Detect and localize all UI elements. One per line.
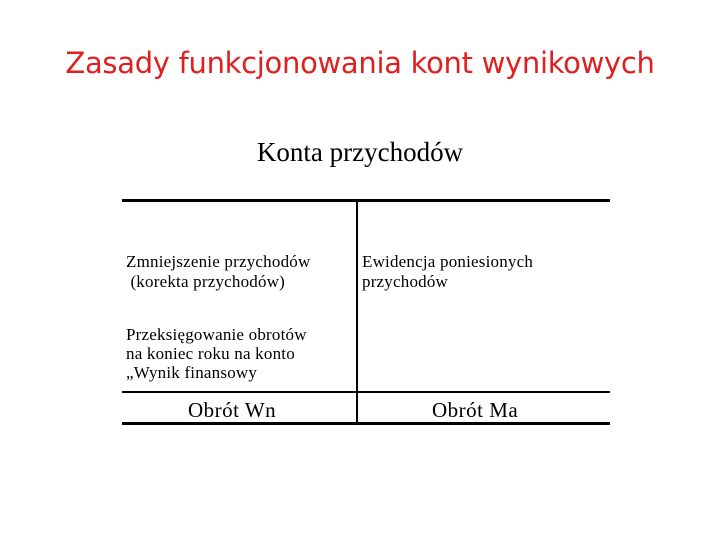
debit-entry-line: na koniec roku na konto xyxy=(126,344,295,363)
debit-entry-transfer-to-result xyxy=(126,325,307,382)
credit-entry-revenue-recording xyxy=(362,252,533,292)
slide-title: Zasady funkcjonowania kont wynikowych xyxy=(65,46,655,80)
debit-entry-line: Przeksięgowanie obrotów xyxy=(126,325,307,344)
debit-entry-line: (korekta przychodów) xyxy=(126,272,286,291)
credit-turnover-label: Obrót Ma xyxy=(432,398,519,422)
t-account-top-line xyxy=(122,199,610,202)
debit-turnover-label: Obrót Wn xyxy=(188,398,277,422)
t-account-totals-line xyxy=(122,391,610,393)
debit-entry-line: Zmniejszenie przychodów xyxy=(126,252,311,271)
debit-entry-line: „Wynik finansowy xyxy=(126,363,258,382)
credit-entry-line: Ewidencja poniesionych xyxy=(362,252,534,271)
credit-entry-line: przychodów xyxy=(362,272,449,291)
debit-entry-revenue-reduction xyxy=(126,252,310,292)
account-group-title: Konta przychodów xyxy=(256,137,464,167)
